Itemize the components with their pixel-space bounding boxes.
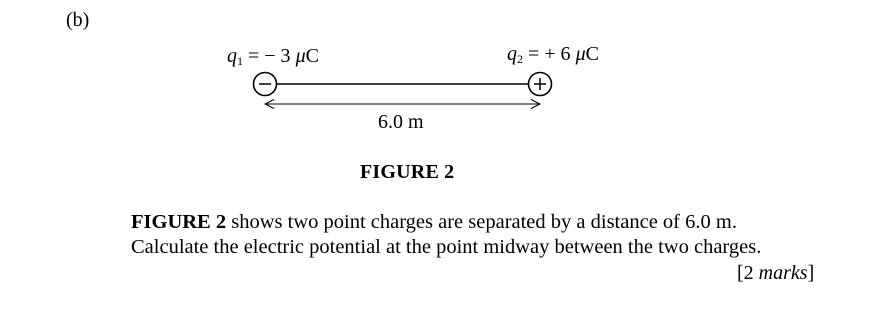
figure-caption: FIGURE 2 — [360, 161, 455, 183]
charge-q1-circle — [254, 73, 277, 96]
figure-reference: FIGURE 2 — [131, 211, 227, 233]
distance-arrow — [265, 100, 540, 109]
question-text — [131, 210, 761, 260]
distance-label: 6.0 m — [378, 111, 424, 133]
marks-label: [2 marks] — [737, 262, 815, 284]
part-label: (b) — [66, 9, 90, 31]
charge-q2-circle — [529, 73, 552, 96]
charge-q2-label: $q_2$ = + 6 μC — [507, 43, 599, 66]
question-line-1: FIGURE 2 shows two point charges are separated by a distance of 6.0 m. — [131, 211, 737, 233]
charge-q1-label: $q_1$ = − 3 μC — [227, 45, 319, 68]
question-line-2: Calculate the electric potential at the point midway between the two charges. — [131, 236, 762, 258]
